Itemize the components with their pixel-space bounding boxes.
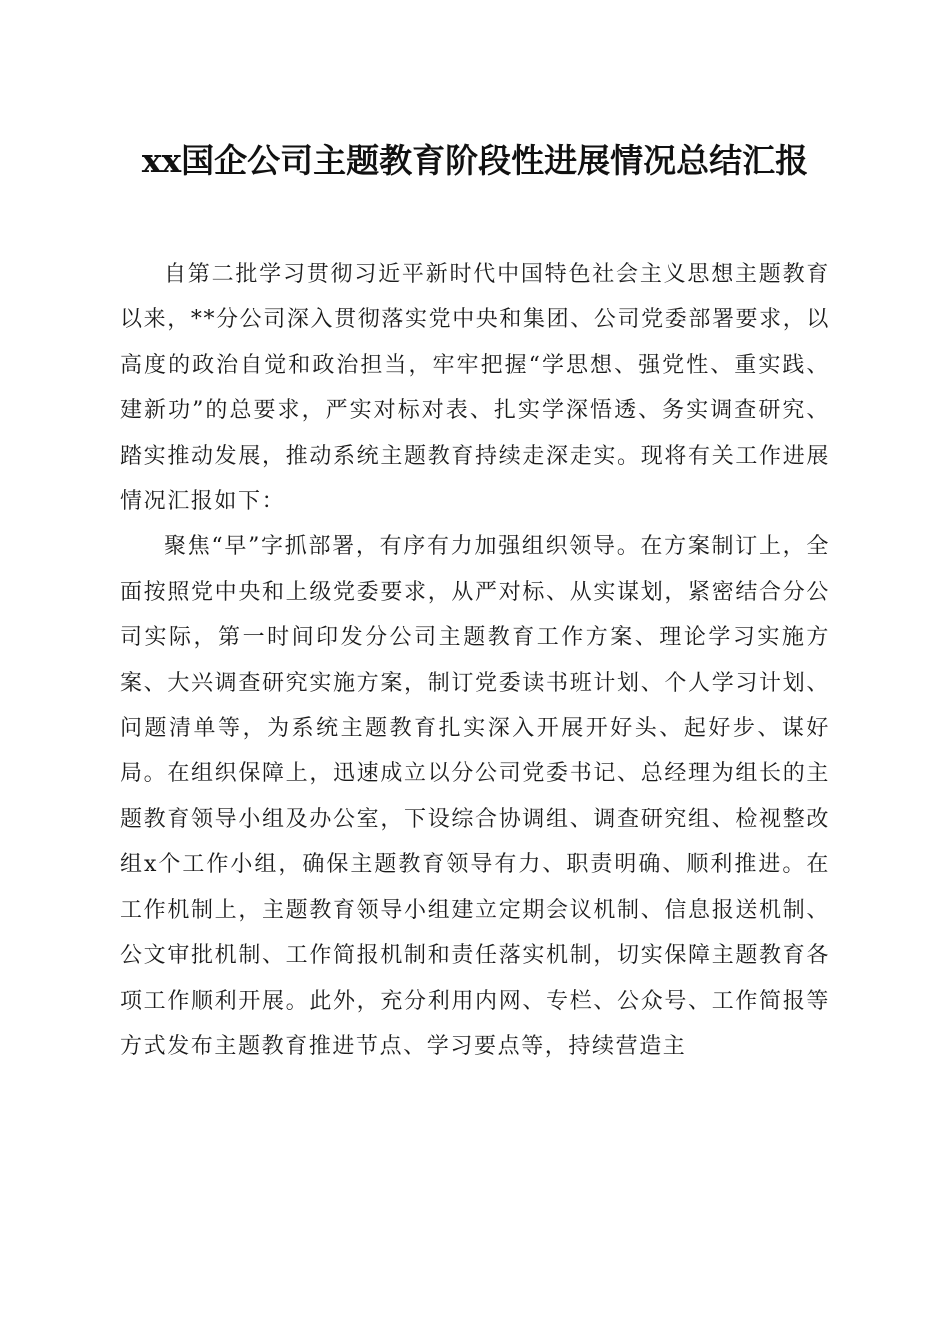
document-body (120, 252, 830, 1069)
intro-paragraph: 自第二批学习贯彻习近平新时代中国特色社会主义思想主题教育以来，**分公司深入贯彻落实党中央和集团、公司党委部署要求，以高度的政治自觉和政治担当，牢牢把握“学思想、强党性、重实践、建新功”的总要求，严实对标对表、扎实学深悟透、务实调查研究、踏实推动发展，推动系统主题教育持续走深走实。现将有关工作进展情况汇报如下： (120, 262, 830, 515)
document-title: xx国企公司主题教育阶段性进展情况总结汇报 (141, 141, 809, 180)
section-paragraph: 聚焦“早”字抓部署，有序有力加强组织领导。在方案制订上，全面按照党中央和上级党委要求，从严对标、从实谋划，紧密结合分公司实际，第一时间印发分公司主题教育工作方案、理论学习实施方案、大兴调查研究实施方案，制订党委读书班计划、个人学习计划、问题清单等，为系统主题教育扎实深入开展开好头、起好步、谋好局。在组织保障上，迅速成立以分公司党委书记、总经理为组长的主题教育领导小组及办公室，下设综合协调组、调查研究组、检视整改组x个工作小组，确保主题教育领导有力、职责明确、顺利推进。在工作机制上，主题教育领导小组建立定期会议机制、信息报送机制、公文审批机制、工作简报机制和责任落实机制，切实保障主题教育各项工作顺利开展。此外，充分利用内网、专栏、公众号、工作简报等方式发布主题教育推进节点、学习要点等，持续营造主 (120, 534, 830, 1059)
